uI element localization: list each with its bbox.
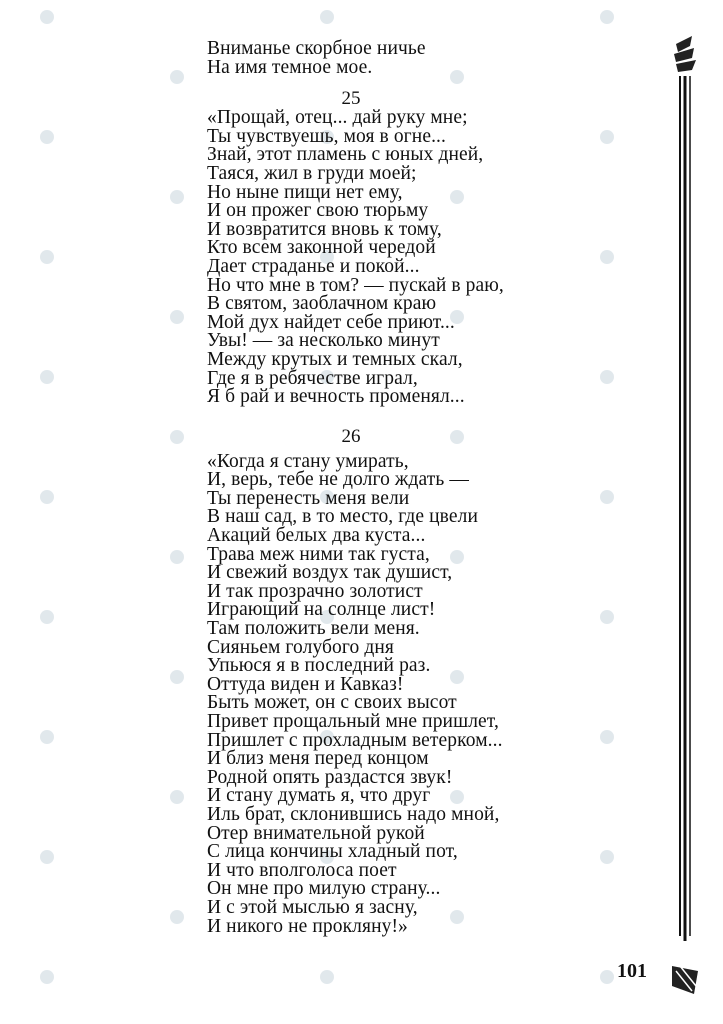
- poem-line: И, верь, тебе не долго ждать —: [207, 469, 469, 491]
- poem-line: «Прощай, отец... дай руку мне;: [207, 107, 468, 129]
- poem-line: Ты чувствуешь, моя в огне...: [207, 125, 446, 147]
- poem-line: Мой дух найдет себе приют...: [207, 311, 455, 333]
- watermark-icon: [170, 670, 188, 684]
- page-number: 101: [617, 960, 647, 982]
- poem-line: Отер внимательной рукой: [207, 822, 425, 844]
- ornament-border-icon: [670, 36, 700, 996]
- poem-line: Привет прощальный мне пришлет,: [207, 711, 499, 732]
- intro-line: Вниманье скорбное ничье: [207, 38, 426, 59]
- watermark-icon: [170, 790, 188, 804]
- poem-line: С лица кончины хладный пот,: [207, 841, 458, 863]
- watermark-icon: [170, 550, 188, 564]
- watermark-icon: [40, 130, 58, 144]
- poem-line: И стану думать я, что друг: [207, 785, 431, 807]
- watermark-icon: [40, 10, 58, 24]
- watermark-icon: [600, 10, 618, 24]
- poem-line: Кто всем законной чередой: [207, 237, 436, 259]
- poem-line: Родной опять раздастся звук!: [207, 766, 453, 788]
- watermark-icon: [320, 10, 338, 24]
- watermark-icon: [170, 310, 188, 324]
- poem-line: Я б рай и вечность променял...: [207, 386, 465, 408]
- watermark-icon: [170, 430, 188, 444]
- stanza-number: 25: [341, 88, 361, 110]
- poem-line: И близ меня перед концом: [207, 748, 429, 770]
- poem-line: И с этой мыслью я засну,: [207, 896, 418, 918]
- poem-line: Играющий на солнце лист!: [207, 599, 436, 621]
- poem-line: Он мне про милую страну...: [207, 878, 441, 900]
- poem-line: Где я в ребячестве играл,: [207, 367, 418, 389]
- poem-line: И никого не прокляну!»: [207, 915, 408, 937]
- stanza-number: 26: [341, 425, 361, 447]
- poem-line: И свежий воздух так душист,: [207, 562, 453, 584]
- poem-line: Увы! — за несколько минут: [207, 330, 440, 352]
- watermark-icon: [40, 850, 58, 864]
- poem-line: Иль брат, склонившись надо мной,: [207, 803, 500, 825]
- watermark-icon: [40, 730, 58, 744]
- poem-line: Упьюся я в последний раз.: [207, 655, 431, 677]
- watermark-icon: [40, 970, 58, 984]
- poem-line: И что вполголоса поет: [207, 859, 397, 881]
- poem-line: В святом, заоблачном краю: [207, 293, 437, 315]
- watermark-icon: [320, 970, 338, 984]
- watermark-icon: [40, 610, 58, 624]
- stanza-25: [207, 109, 647, 407]
- poem-line: Акаций белых два куста...: [207, 525, 426, 547]
- poem-line: И он прожег свою тюрьму: [207, 200, 429, 222]
- poem-line: Между крутых и темных скал,: [207, 348, 463, 370]
- watermark-icon: [40, 370, 58, 384]
- poem-line: В наш сад, в то место, где цвели: [207, 506, 478, 528]
- poem-line: И возвратится вновь к тому,: [207, 218, 442, 240]
- watermark-icon: [170, 910, 188, 924]
- watermark-icon: [170, 190, 188, 204]
- poem-text: [207, 40, 647, 936]
- poem-line: Знай, этот пламень с юных дней,: [207, 144, 484, 166]
- stanza-26: [207, 450, 647, 937]
- poem-line: И так прозрачно золотист: [207, 580, 423, 602]
- watermark-icon: [170, 70, 188, 84]
- watermark-icon: [600, 970, 618, 984]
- poem-line: Но что мне в том? — пускай в раю,: [207, 274, 504, 296]
- poem-line: Оттуда виден и Кавказ!: [207, 673, 404, 695]
- poem-line: «Когда я стану умирать,: [207, 450, 409, 472]
- poem-line: Дает страданье и покой...: [207, 255, 420, 277]
- poem-line: Там положить вели меня.: [207, 618, 420, 640]
- poem-line: Быть может, он с своих высот: [207, 692, 457, 714]
- poem-line: Таяся, жил в груди моей;: [207, 162, 417, 184]
- poem-line: Трава меж ними так густа,: [207, 543, 430, 565]
- watermark-icon: [40, 250, 58, 264]
- poem-line: Ты перенесть меня вели: [207, 487, 410, 509]
- poem-line: Но ныне пищи нет ему,: [207, 181, 403, 203]
- poem-line: Сияньем голубого дня: [207, 636, 394, 658]
- poem-line: Пришлет с прохладным ветерком...: [207, 729, 503, 751]
- intro-line: На имя темное мое.: [207, 56, 373, 78]
- watermark-icon: [40, 490, 58, 504]
